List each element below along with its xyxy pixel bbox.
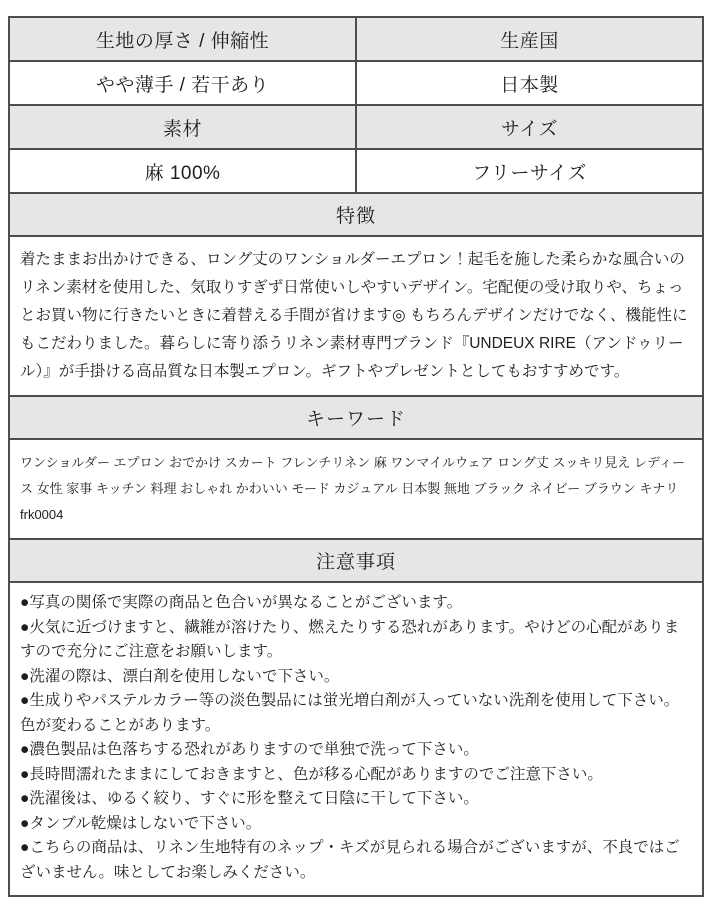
notes-header-row (9, 539, 703, 582)
notes-section-header: 注意事項 (9, 539, 703, 582)
spec-header-country-of-origin: 生産国 (356, 17, 703, 61)
note-item-no-bleach: ●洗濯の際は、漂白剤を使用しないで下さい。 (20, 667, 340, 685)
spec-row-headers-2 (9, 105, 703, 149)
keywords-section-header: キーワード (9, 396, 703, 439)
features-description-text: 着たままお出かけできる、ロング丈のワンショルダーエプロン！起毛を施した柔らかな風合いのリネン素材を使用した、気取りすぎず日常使いしやすいデザイン。宅配便の受け取りや、ちょっとお買い物に行きたいときに着替える手間が省けます◎ もちろんデザインだけでなく、機能性にもこだわりました。暮らしに寄り添うリネン素材専門ブランド『UNDEUX RIRE（アンドゥリール）』が手掛ける高品質な日本製エプロン。ギフトやプレゼントとしてもおすすめです。 (9, 236, 703, 396)
note-item-no-tumble-dry: ●タンブル乾燥はしないで下さい。 (20, 814, 262, 832)
spec-row-values-2 (9, 149, 703, 193)
note-item-linen-neps: ●こちらの商品は、リネン生地特有のネップ・キズが見られる場合がございますが、不良ではございません。味としてお楽しみください。 (20, 839, 680, 881)
spec-header-material: 素材 (9, 105, 356, 149)
keywords-header-row (9, 396, 703, 439)
spec-header-fabric-thickness: 生地の厚さ / 伸縮性 (9, 17, 356, 61)
spec-value-fabric-thickness: やや薄手 / 若干あり (9, 61, 356, 105)
spec-row-values-1 (9, 61, 703, 105)
features-header-row (9, 193, 703, 236)
notes-list (9, 582, 703, 896)
spec-value-country-of-origin: 日本製 (356, 61, 703, 105)
note-item-fire-warning: ●火気に近づけますと、繊維が溶けたり、燃えたりする恐れがあります。やけどの心配がありますので充分にご注意をお願いします。 (20, 618, 680, 660)
note-item-wet-color-transfer: ●長時間濡れたままにしておきますと、色が移る心配がありますのでご注意下さい。 (20, 765, 603, 783)
spec-header-size: サイズ (356, 105, 703, 149)
note-item-wash-separately: ●濃色製品は色落ちする恐れがありますので単独で洗って下さい。 (20, 741, 479, 758)
keywords-text: ワンショルダー エプロン おでかけ スカート フレンチリネン 麻 ワンマイルウェア ロング丈 スッキリ見え レディース 女性 家事 キッチン 料理 おしゃれ かわいい モード カジュアル 日本製 無地 ブラック ネイビー ブラウン キナリ frk0004 (9, 439, 703, 539)
features-body-row (9, 236, 703, 396)
note-item-detergent-warning: ●生成りやパステルカラー等の淡色製品には蛍光増白剤が入っていない洗剤を使用して下さい。色が変わることがあります。 (20, 692, 680, 734)
product-detail-page (0, 16, 712, 897)
notes-body-row (9, 582, 703, 896)
note-item-color-difference: ●写真の関係で実際の商品と色合いが異なることがございます。 (20, 594, 463, 611)
keywords-body-row (9, 439, 703, 539)
product-info-table (8, 16, 704, 897)
spec-row-headers-1 (9, 17, 703, 61)
spec-value-size: フリーサイズ (356, 149, 703, 193)
spec-value-material: 麻 100% (9, 149, 356, 193)
features-section-header: 特徴 (9, 193, 703, 236)
note-item-dry-in-shade: ●洗濯後は、ゆるく絞り、すぐに形を整えて日陰に干して下さい。 (20, 790, 479, 807)
